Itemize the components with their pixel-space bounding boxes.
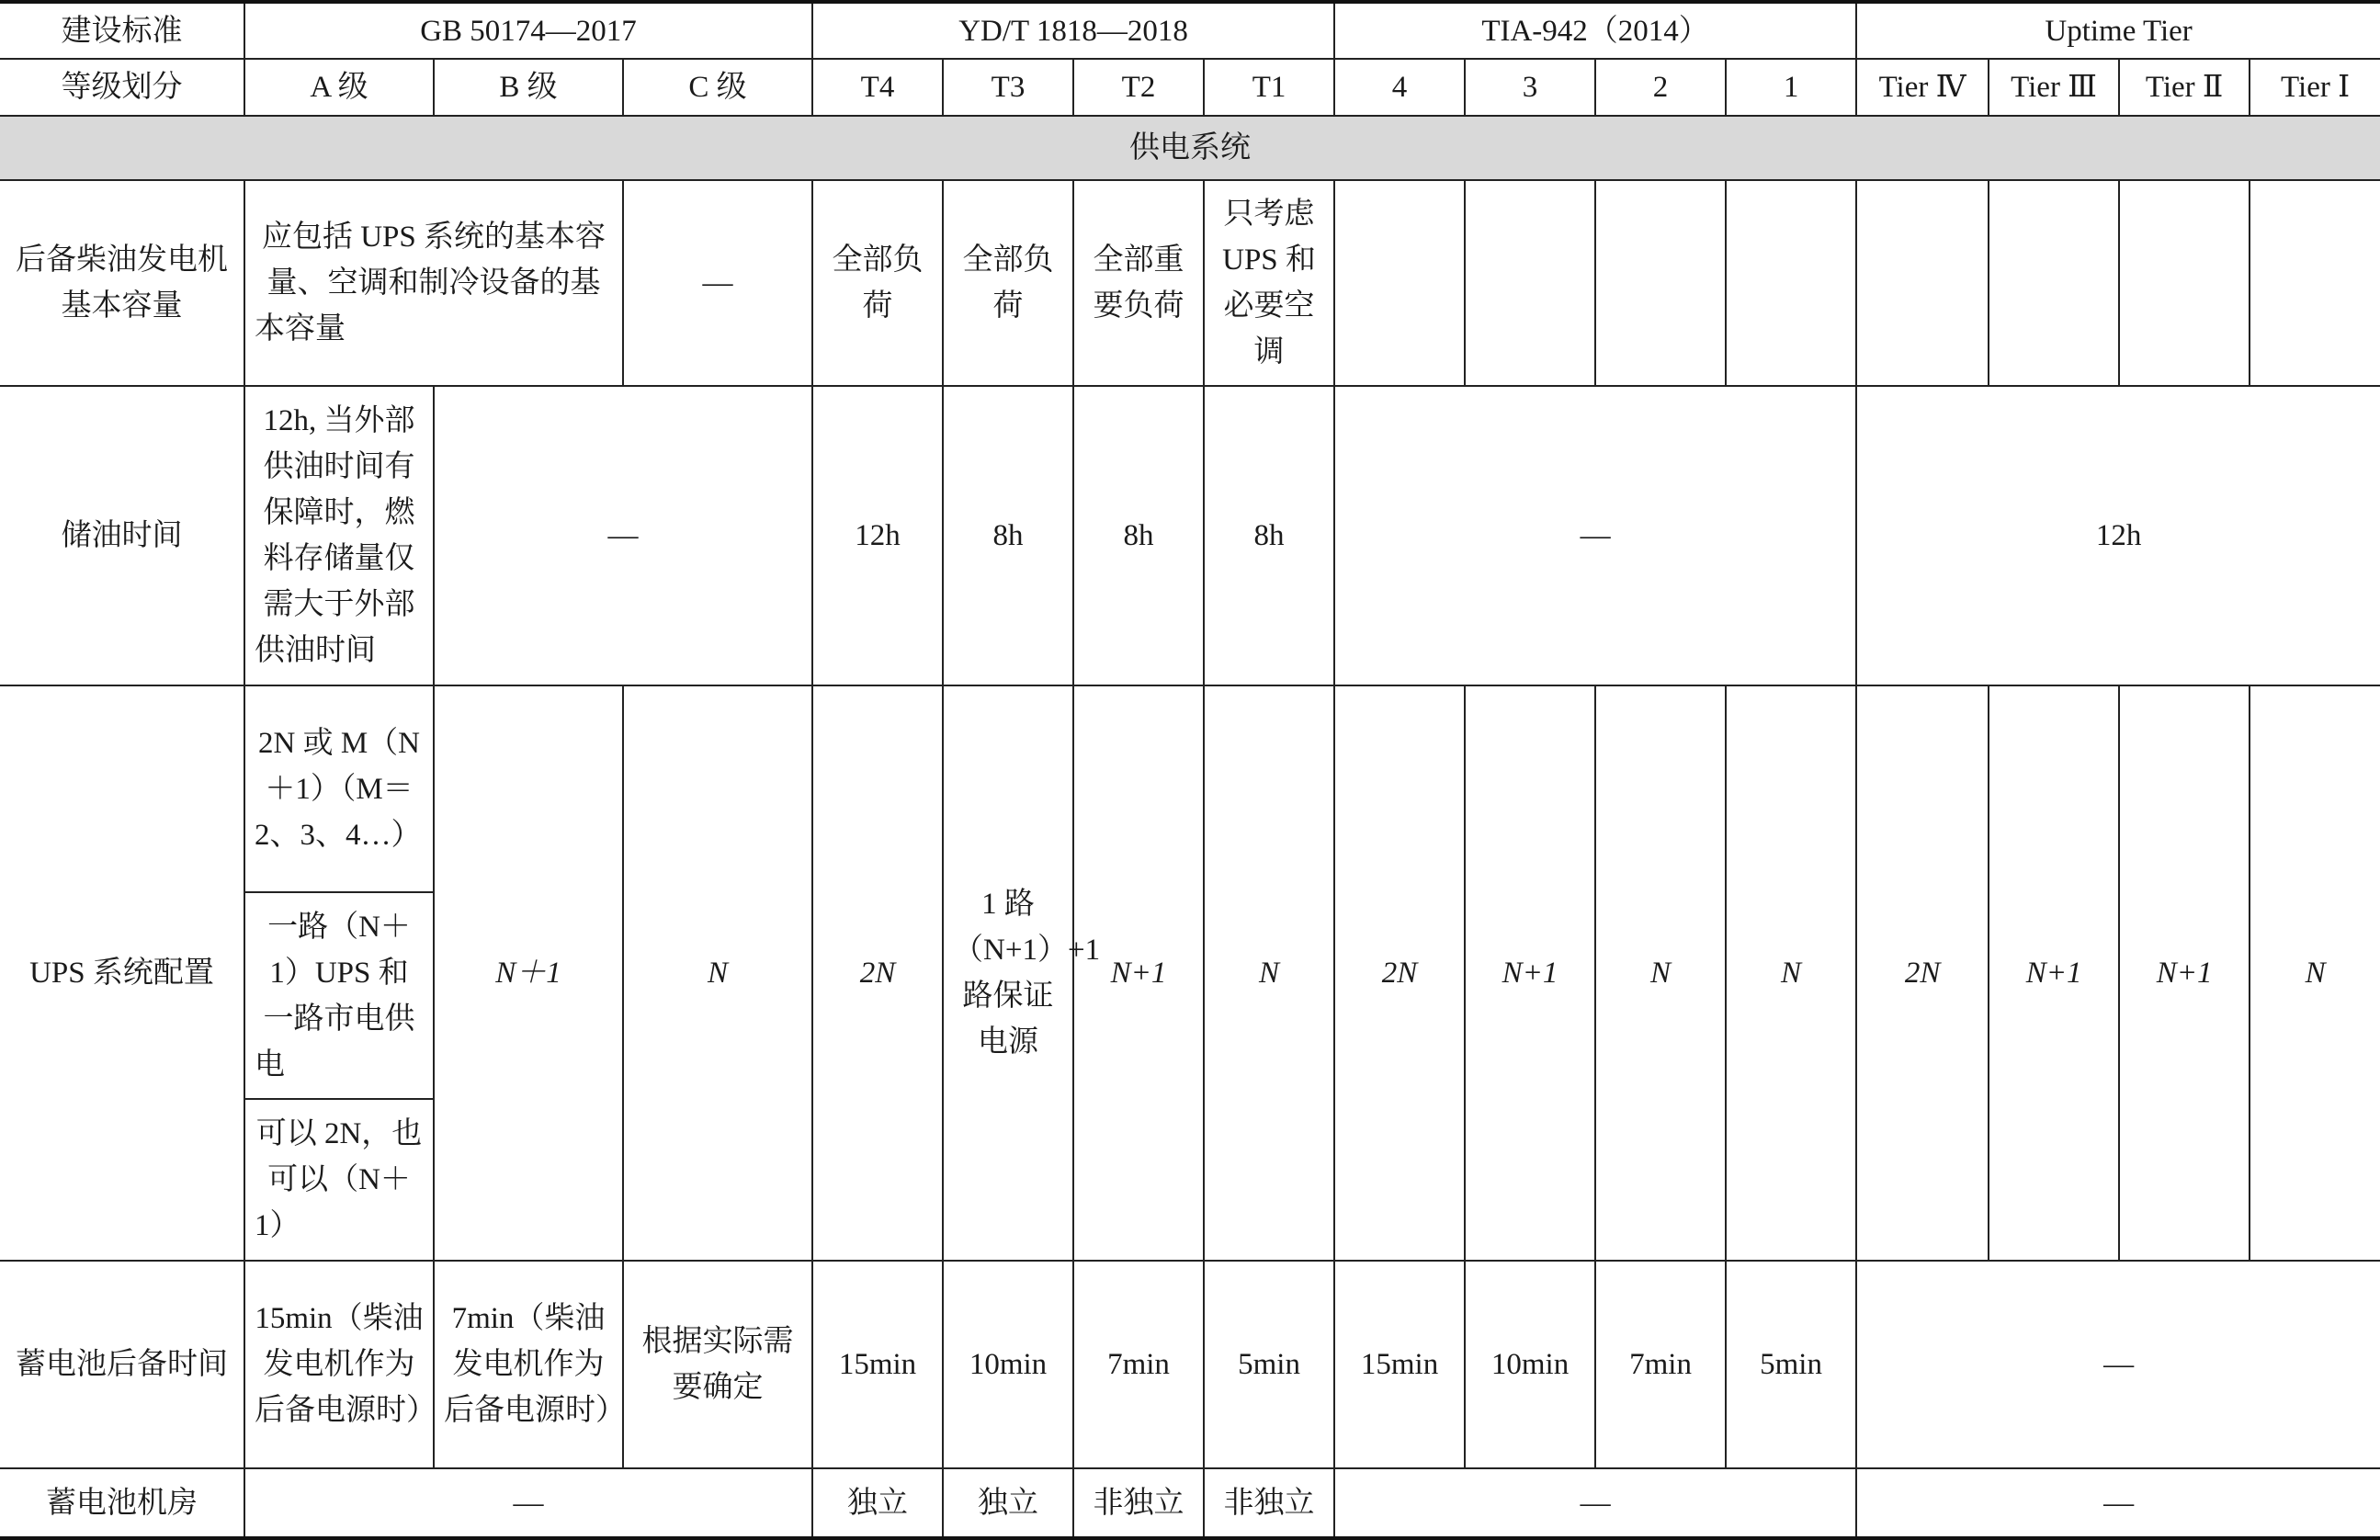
row-label: UPS 系统配置	[0, 685, 244, 1261]
grade-label: 等级划分	[0, 59, 244, 116]
cell-gb-a-option-3: 可以 2N，也可以（N＋1）	[244, 1099, 434, 1261]
grade-cell: Tier Ⅱ	[2119, 59, 2250, 116]
section-row	[0, 116, 2380, 180]
empty-cell	[1334, 180, 1465, 386]
cell-tia-3: 10min	[1465, 1261, 1595, 1468]
grade-cell: C 级	[623, 59, 812, 116]
cell-gb-a: 12h, 当外部供油时间有保障时，燃料存储量仅需大于外部供油时间	[244, 386, 434, 685]
cell-tia-3: N+1	[1465, 685, 1595, 1261]
empty-cell	[1856, 180, 1989, 386]
cell-tia-4: 2N	[1334, 685, 1465, 1261]
cell-yd-t2: 非独立	[1073, 1468, 1204, 1538]
standard-tia: TIA-942（2014）	[1334, 2, 1856, 59]
cell-gb-a: 15min（柴油发电机作为后备电源时）	[244, 1261, 434, 1468]
cell-tia: —	[1334, 1468, 1856, 1538]
row-label: 后备柴油发电机基本容量	[0, 180, 244, 386]
cell-yd-t2: 全部重要负荷	[1073, 180, 1204, 386]
grade-cell: T4	[812, 59, 943, 116]
cell-uptime-1: N	[2250, 685, 2380, 1261]
section-title: 供电系统	[0, 116, 2380, 180]
cell-gb-c: —	[623, 180, 812, 386]
standard-label: 建设标准	[0, 2, 244, 59]
cell-uptime: —	[1856, 1468, 2380, 1538]
cell-gb-ab: 应包括 UPS 系统的基本容量、空调和制冷设备的基本容量	[244, 180, 623, 386]
cell-yd-t2: 8h	[1073, 386, 1204, 685]
cell-tia-2: N	[1595, 685, 1726, 1261]
cell-uptime: —	[1856, 1261, 2380, 1468]
row-label: 储油时间	[0, 386, 244, 685]
cell-yd-t3: 8h	[943, 386, 1073, 685]
cell-yd-t4: 独立	[812, 1468, 943, 1538]
empty-cell	[2250, 180, 2380, 386]
grade-cell: Tier Ⅰ	[2250, 59, 2380, 116]
table-row-battery-time	[0, 1261, 2380, 1468]
cell-gb: —	[244, 1468, 812, 1538]
cell-yd-t4: 12h	[812, 386, 943, 685]
grade-cell: Tier Ⅳ	[1856, 59, 1989, 116]
cell-tia-1: 5min	[1726, 1261, 1856, 1468]
empty-cell	[1595, 180, 1726, 386]
grade-cell: 1	[1726, 59, 1856, 116]
grade-cell: T2	[1073, 59, 1204, 116]
cell-yd-t1: 非独立	[1204, 1468, 1334, 1538]
grade-cell: 4	[1334, 59, 1465, 116]
grade-cell: 3	[1465, 59, 1595, 116]
cell-uptime-3: N+1	[1989, 685, 2119, 1261]
cell-yd-t3: 10min	[943, 1261, 1073, 1468]
standard-uptime: Uptime Tier	[1856, 2, 2380, 59]
table-row-generator	[0, 180, 2380, 386]
header-row-grades	[0, 59, 2380, 116]
cell-gb-a-option-1: 2N 或 M（N＋1）（M＝2、3、4…）	[244, 685, 434, 892]
cell-yd-t1: 8h	[1204, 386, 1334, 685]
cell-yd-t1: 5min	[1204, 1261, 1334, 1468]
cell-gb-a-option-2: 一路（N＋1）UPS 和一路市电供电	[244, 892, 434, 1099]
cell-yd-t4: 15min	[812, 1261, 943, 1468]
cell-uptime-4: 2N	[1856, 685, 1989, 1261]
standard-gb: GB 50174—2017	[244, 2, 812, 59]
cell-yd-t4: 2N	[812, 685, 943, 1261]
cell-gb-c: 根据实际需要确定	[623, 1261, 812, 1468]
table-row-fuel	[0, 386, 2380, 685]
grade-cell: T3	[943, 59, 1073, 116]
cell-yd-t2: N+1	[1073, 685, 1204, 1261]
cell-yd-t3: 全部负荷	[943, 180, 1073, 386]
grade-cell: A 级	[244, 59, 434, 116]
table-row-ups	[0, 685, 2380, 892]
cell-yd-t3: 1 路（N+1）+1 路保证电源	[943, 685, 1073, 1261]
cell-yd-t1: N	[1204, 685, 1334, 1261]
cell-gb-c: N	[623, 685, 812, 1261]
grade-cell: T1	[1204, 59, 1334, 116]
cell-yd-t2: 7min	[1073, 1261, 1204, 1468]
cell-gb-b: 7min（柴油发电机作为后备电源时）	[434, 1261, 623, 1468]
cell-tia-1: N	[1726, 685, 1856, 1261]
cell-gb-bc: —	[434, 386, 812, 685]
row-label: 蓄电池后备时间	[0, 1261, 244, 1468]
cell-tia: —	[1334, 386, 1856, 685]
header-row-standards	[0, 2, 2380, 59]
empty-cell	[1726, 180, 1856, 386]
cell-yd-t4: 全部负荷	[812, 180, 943, 386]
empty-cell	[2119, 180, 2250, 386]
grade-cell: Tier Ⅲ	[1989, 59, 2119, 116]
table-row-battery-room	[0, 1468, 2380, 1538]
grade-cell: B 级	[434, 59, 623, 116]
empty-cell	[1465, 180, 1595, 386]
cell-yd-t3: 独立	[943, 1468, 1073, 1538]
grade-cell: 2	[1595, 59, 1726, 116]
cell-gb-b: N＋1	[434, 685, 623, 1261]
standard-yd: YD/T 1818—2018	[812, 2, 1334, 59]
row-label: 蓄电池机房	[0, 1468, 244, 1538]
cell-tia-4: 15min	[1334, 1261, 1465, 1468]
empty-cell	[1989, 180, 2119, 386]
cell-uptime-2: N+1	[2119, 685, 2250, 1261]
cell-uptime: 12h	[1856, 386, 2380, 685]
cell-yd-t1: 只考虑 UPS 和必要空调	[1204, 180, 1334, 386]
cell-tia-2: 7min	[1595, 1261, 1726, 1468]
